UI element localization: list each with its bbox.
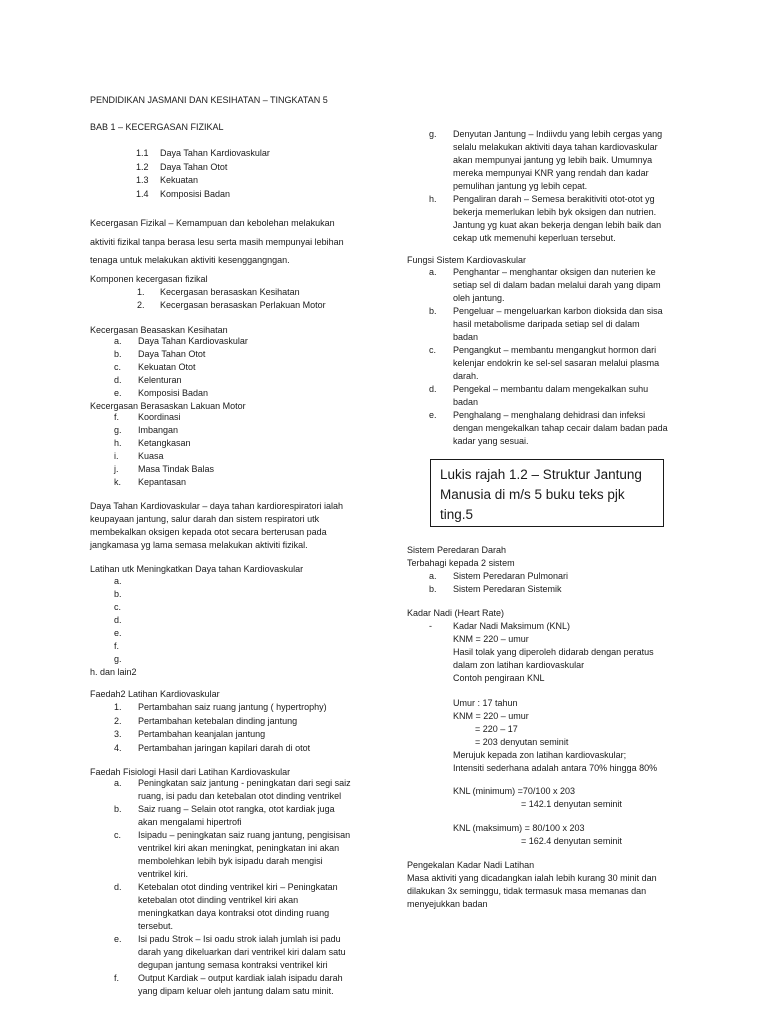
list-item: 3. Pertambahan keanjalan jantung — [114, 729, 266, 739]
list-item: g. — [114, 654, 122, 664]
list-item: d. Ketebalan otot dinding ventrikel kiri – Peningkatan ketebalan otot dinding ventrikel kiri akan meningkatkan daya kontraksi otot dinding ruang tersebut. — [114, 882, 338, 931]
toc-item: 1.1 Daya Tahan Kardiovaskular — [136, 148, 270, 158]
chapter-title: BAB 1 – KECERGASAN FIZIKAL — [90, 122, 224, 132]
list-item: d. Kelenturan — [114, 375, 182, 385]
list-item: b. Daya Tahan Otot — [114, 349, 206, 359]
list-item: a. Penghantar – menghantar oksigen dan nuterien ke setiap sel di dalam badan melalui darah yang dipam oleh jantung. — [429, 267, 661, 303]
physiology-heading: Faedah Fisiologi Hasil dari Latihan Kardiovaskular — [90, 767, 291, 777]
components-list — [90, 286, 390, 312]
physiology-list — [90, 777, 390, 998]
benefits-heading: Faedah2 Latihan Kardiovaskular — [90, 689, 220, 699]
list-item: e. Penghalang – menghalang dehidrasi dan infeksi dengan mengekalkan tahap cecair dalam badan pada kadar yang sesuai. — [429, 410, 668, 446]
list-item: b. Saiz ruang – Selain otot rangka, otot kardiak juga akan mengalami hipertrofi — [114, 804, 335, 827]
list-item: i. Kuasa — [114, 451, 164, 461]
list-item: d. Pengekal – membantu dalam mengekalkan suhu badan — [429, 384, 649, 407]
list-item: a. Sistem Peredaran Pulmonari — [429, 571, 569, 581]
list-item: g. Denyutan Jantung – Indiivdu yang lebih cergas yang selalu melakukan aktiviti daya tahan kardiovaskular akan mempunyai jantung yg lebih baik. Umumnya mereka mempunyai KNR yang rendah dan kadar pemulihan jantung yg lebih cepat. — [429, 129, 663, 191]
list-item: f. Koordinasi — [114, 412, 181, 422]
toc-item: 1.4 Komposisi Badan — [136, 188, 231, 199]
fitness-definition: Kecergasan Fizikal – Kemampuan dan kebolehan melakukan aktiviti fizikal tanpa berasa lesu serta masih mempunyai lebihan tenaga untuk melakukan aktiviti kesenggangngan. — [90, 218, 344, 265]
functions-list — [407, 266, 667, 448]
control-paragraph: Masa aktiviti yang dicadangkan ialah lebih kurang 30 minit dan dilakukan 3x seminggu, tidak termasuk masa memanas dan menyejukkan badan — [407, 873, 657, 909]
list-item: 2. Pertambahan ketebalan dinding jantung — [114, 715, 298, 726]
training-list — [90, 575, 390, 679]
health-fitness-heading: Kecergasan Beasaskan Kesihatan — [90, 325, 228, 335]
toc-item: 1.3 Kekuatan — [136, 175, 199, 185]
list-item: g. Imbangan — [114, 425, 179, 435]
list-item: c. Kekuatan Otot — [114, 362, 196, 372]
knl-min-result: = 142.1 denyutan seminit — [521, 799, 622, 809]
bullet-dash: - — [429, 621, 432, 631]
list-item: 4. Pertambahan jaringan kapilari darah di otot — [114, 742, 311, 753]
motor-fitness-heading: Kecergasan Berasaskan Lakuan Motor — [90, 401, 246, 411]
heart-rate-block — [407, 620, 667, 685]
circulation-list — [407, 570, 667, 596]
list-item: e. — [114, 628, 122, 638]
list-item: j. Masa Tindak Balas — [114, 464, 215, 474]
list-item: f. — [114, 641, 120, 651]
list-item: d. — [114, 615, 122, 625]
document-title: PENDIDIKAN JASMANI DAN KESIHATAN – TINGKATAN 5 — [90, 95, 328, 105]
list-item: h. Pengaliran darah – Semesa berakitiviti otot-otot yg bekerja memerlukan lebih byk oksigen dan nutrien. Jantung yg kuat akan bekerja dengan lebih baik dan cekap utk memenuhi keperluan tersebut. — [429, 194, 662, 243]
list-item: b. Sistem Peredaran Sistemik — [429, 584, 562, 594]
continued-list — [407, 128, 667, 245]
list-item: h. dan lain2 — [90, 667, 137, 677]
toc-item: 1.2 Daya Tahan Otot — [136, 161, 228, 172]
list-item: c. — [114, 602, 122, 612]
list-item: a. Daya Tahan Kardiovaskular — [114, 336, 248, 346]
list-item: e. Isi padu Strok – Isi oadu strok ialah jumlah isi padu darah yang dikeluarkan dari ventrikel kiri dalam satu degupan jantung semasa kontraksi ventrikel kiri — [114, 934, 346, 970]
functions-heading: Fungsi Sistem Kardiovaskular — [407, 255, 527, 265]
heart-rate-heading: Kadar Nadi (Heart Rate) — [407, 608, 505, 618]
training-heading: Latihan utk Meningkatkan Daya tahan Kardiovaskular — [90, 564, 304, 574]
circulation-heading: Sistem Peredaran Darah — [407, 545, 507, 555]
list-item: 2. Kecergasan berasaskan Perlakuan Motor — [137, 300, 326, 310]
knm-example: Umur : 17 tahun KNM = 220 – umur = 220 – 17 = 203 denyutan seminit Merujuk kepada zon latihan kardiovaskular; Intensiti sederhana adalah antara 70% hingga 80% — [453, 698, 658, 773]
toc-list — [90, 147, 390, 201]
list-item: 1. Pertambahan saiz ruang jantung ( hypertrophy) — [114, 702, 327, 712]
list-item: k. Kepantasan — [114, 477, 187, 487]
list-item: f. Output Kardiak – output kardiak ialah isipadu darah yang dipam keluar oleh jantung dalam satu minit. — [114, 973, 343, 996]
health-fitness-list — [90, 335, 390, 400]
list-item: c. Pengangkut – membantu mengangkut hormon dari kelenjar endokrin ke sel-sel sasaran melalui plasma darah. — [429, 345, 660, 381]
circulation-subheading: Terbahagi kepada 2 sistem — [407, 558, 515, 568]
list-item: h. Ketangkasan — [114, 438, 191, 448]
list-item: a. Peningkatan saiz jantung - peningkatan dari segi saiz ruang, isi padu dan ketebalan otot dinding ventrikel — [114, 778, 351, 801]
list-item: b. Pengeluar – mengeluarkan karbon dioksida dan sisa hasil metabolisme daripada setiap sel di dalam badan — [429, 306, 663, 342]
benefits-list — [90, 701, 390, 755]
list-item: e. Komposisi Badan — [114, 388, 209, 398]
motor-fitness-list — [90, 411, 390, 489]
knl-max-result: = 162.4 denyutan seminit — [521, 836, 622, 846]
list-item: a. — [114, 576, 122, 586]
list-item: 1. Kecergasan berasaskan Kesihatan — [137, 287, 300, 297]
cardio-definition: Daya Tahan Kardiovaskular – daya tahan kardiorespiratori ialah keupayaan jantung, salur darah dan sistem respiratori utk membekalkan oksigen kepada otot secara berterusan pada jangkamasa yg lama semasa melakukan aktiviti fizikal. — [90, 501, 343, 550]
control-heading: Pengekalan Kadar Nadi Latihan — [407, 860, 535, 870]
knl-min: KNL (minimum) =70/100 x 203 — [453, 786, 575, 796]
components-heading: Komponen kecergasan fizikal — [90, 274, 208, 284]
diagram-instruction-box: Lukis rajah 1.2 – Struktur Jantung Manusia di m/s 5 buku teks pjk ting.5 — [430, 459, 664, 527]
list-item: c. Isipadu – peningkatan saiz ruang jantung, pengisisan ventrikel kiri akan meningkat, peningkatan ini akan membolehkan lebih byk isipadu darah mengisi ventrikel kiri. — [114, 830, 351, 879]
list-item: b. — [114, 589, 122, 599]
list-item: - Kadar Nadi Maksimum (KNL) KNM = 220 – umur Hasil tolak yang diperoleh didarab dengan peratus dalam zon latihan kardiovaskular Contoh pengiraan KNL — [429, 621, 654, 683]
knl-max: KNL (maksimum) = 80/100 x 203 — [453, 823, 585, 833]
